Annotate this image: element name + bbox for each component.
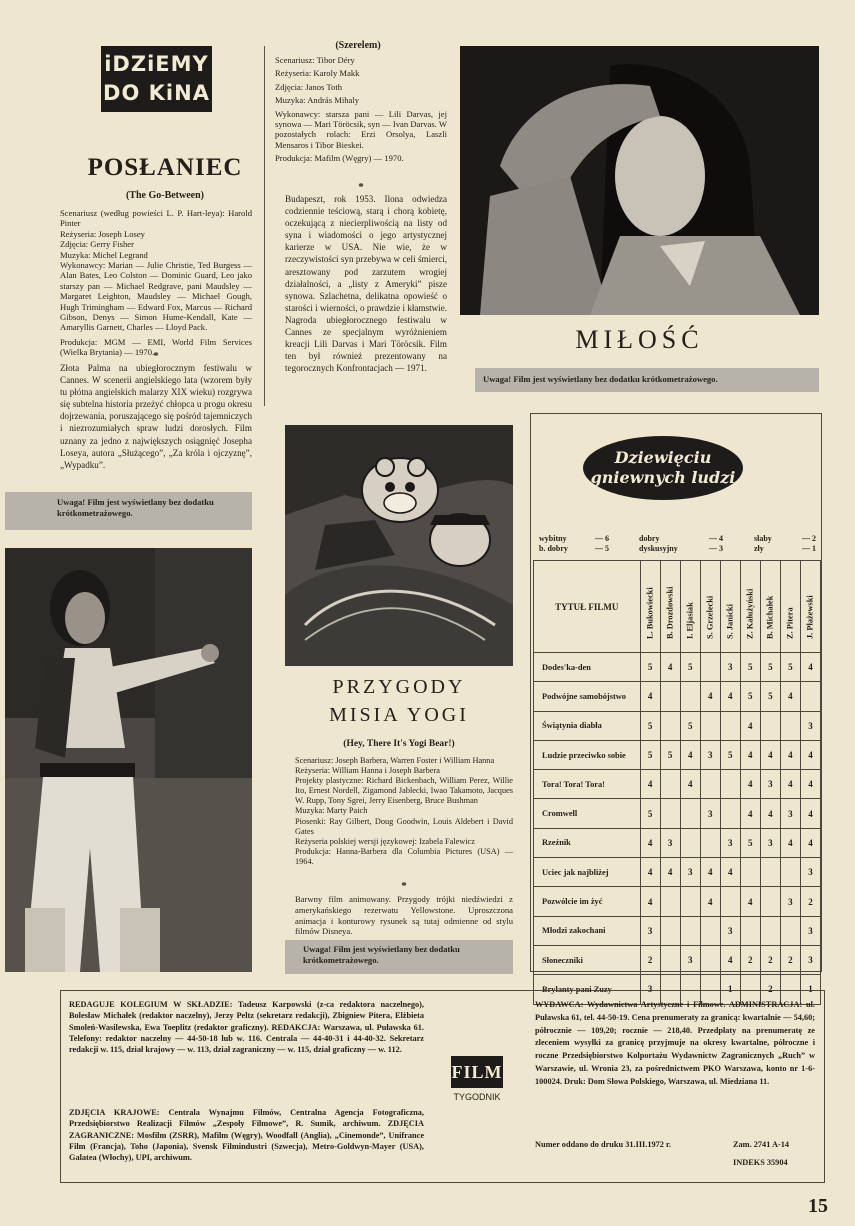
critic-header xyxy=(740,561,760,653)
score-cell: 5 xyxy=(720,740,740,769)
logo-line-2: DO KiNA xyxy=(103,81,210,105)
table-row xyxy=(534,799,821,828)
score-cell: 5 xyxy=(640,740,660,769)
score-cell: 3 xyxy=(780,799,800,828)
ratings-panel xyxy=(530,413,822,995)
legend-item: dobry — 4 xyxy=(639,534,723,543)
column-header-title: TYTUŁ FILMU xyxy=(534,561,641,653)
score-cell: 4 xyxy=(780,740,800,769)
score-cell: 4 xyxy=(660,653,680,682)
critic-name: B. Drozdowski xyxy=(665,586,675,639)
note-text: Uwaga! Film jest wyświetlany bez dodatku krótkometrażowego. xyxy=(57,497,214,518)
score-cell: 3 xyxy=(800,945,820,974)
credit-line: Muzyka: Michel Legrand xyxy=(60,249,148,260)
score-cell: 2 xyxy=(760,975,780,1004)
footer-printed: Numer oddano do druku 31.III.1972 r. xyxy=(535,1140,672,1149)
critic-header xyxy=(680,561,700,653)
score-cell: 5 xyxy=(680,711,700,740)
yogi-photo xyxy=(285,425,513,666)
score-cell xyxy=(740,858,760,887)
milosc-photo xyxy=(460,46,819,315)
poslaniec-photo xyxy=(5,548,252,972)
critic-header xyxy=(800,561,820,653)
film-title-cell: Rzeźnik xyxy=(534,828,641,857)
film-logo xyxy=(451,1056,503,1088)
footer-index: INDEKS 35904 xyxy=(733,1158,788,1167)
score-cell: 5 xyxy=(640,799,660,828)
score-cell xyxy=(780,711,800,740)
score-cell: 3 xyxy=(680,858,700,887)
critic-name: Z. Kałużyński xyxy=(745,588,755,639)
score-cell xyxy=(660,799,680,828)
poslaniec-note xyxy=(5,492,252,530)
score-cell: 4 xyxy=(720,858,740,887)
credit-line: Reżyseria polskiej wersji językowej: Izabela Falewicz xyxy=(295,836,475,846)
film-title-cell: Tora! Tora! Tora! xyxy=(534,770,641,799)
score-cell xyxy=(760,711,780,740)
score-cell: 4 xyxy=(700,858,720,887)
film-title-cell: Cromwell xyxy=(534,799,641,828)
credit-line: Zdjęcia: Gerry Fisher xyxy=(60,239,134,250)
film-title-cell: Dodes'ka-den xyxy=(534,653,641,682)
score-cell: 5 xyxy=(740,682,760,711)
score-cell: 3 xyxy=(660,828,680,857)
score-cell: 3 xyxy=(800,711,820,740)
table-row xyxy=(534,711,821,740)
score-cell xyxy=(680,799,700,828)
score-cell xyxy=(740,916,760,945)
credit-line: Scenariusz: Tibor Déry xyxy=(275,55,355,65)
section-logo xyxy=(101,46,212,112)
milosc-original-title: (Szerelem) xyxy=(335,40,381,51)
score-cell: 3 xyxy=(720,916,740,945)
score-cell: 4 xyxy=(800,653,820,682)
credit-line: Produkcja: Mafilm (Węgry) — 1970. xyxy=(275,153,404,164)
milosc-credits xyxy=(275,55,447,164)
score-cell xyxy=(780,858,800,887)
score-cell xyxy=(680,887,700,916)
score-cell xyxy=(660,711,680,740)
score-cell: 4 xyxy=(800,740,820,769)
score-cell xyxy=(660,945,680,974)
score-cell xyxy=(780,916,800,945)
credit-line: Produkcja: Hanna-Barbera dla Columbia Pictures (USA) — 1964. xyxy=(295,846,513,866)
score-cell: 2 xyxy=(800,887,820,916)
film-logo-text: FILM xyxy=(451,1062,503,1082)
credit-line: Projekty plastyczne: Richard Bickenbach, William Perez, Willie Ito, Ernest Nordell, Zigamond Jablecki, Iwao Takamoto, Jacques W. Rupp, Tony Sgrei, Jerry Eisenberg, Bruce Bushman xyxy=(295,776,513,806)
score-cell: 3 xyxy=(780,887,800,916)
credit-line: Scenariusz (według powieści L. P. Hart-leya): Harold Pinter xyxy=(60,208,252,229)
score-cell: 2 xyxy=(640,945,660,974)
yogi-star: * xyxy=(401,880,407,892)
score-cell xyxy=(760,887,780,916)
score-cell: 4 xyxy=(720,682,740,711)
legend-item: słaby — 2 xyxy=(754,534,816,543)
column-divider xyxy=(264,46,265,406)
score-cell: 3 xyxy=(680,945,700,974)
table-row xyxy=(534,653,821,682)
score-cell: 4 xyxy=(720,945,740,974)
score-cell xyxy=(720,770,740,799)
yogi-subtitle: (Hey, There It's Yogi Bear!) xyxy=(343,739,455,749)
score-cell: 5 xyxy=(740,653,760,682)
legend-item: dyskusyjny — 3 xyxy=(639,543,723,553)
critic-header xyxy=(700,561,720,653)
note-text: Uwaga! Film jest wyświetlany bez dodatku krótkometrażowego. xyxy=(483,374,718,384)
poslaniec-description: Złota Palma na ubiegłorocznym festiwalu w Cannes. W scenerii angielskiego lata (wzorem były tu płótna angielskich malarzy XIX wieku) rozgrywa się subtelna historia przeżyć chłopca u progu okresu dojrzewania, poruszającego się pośród tajemniczych i niezrozumiałych spraw ludzi dorosłych. Film uznany za jedno z największych osiągnięć Josepha Loseya, autora „Służącego”, „Za króla i ojczyznę”, „Wypadku”. xyxy=(60,363,252,470)
score-cell xyxy=(700,770,720,799)
score-cell: 3 xyxy=(720,653,740,682)
score-cell: 3 xyxy=(800,916,820,945)
table-row xyxy=(534,740,821,769)
critic-name: S. Grzelecki xyxy=(705,595,715,639)
score-cell: 5 xyxy=(760,682,780,711)
ratings-title-badge xyxy=(583,436,743,500)
logo-line-1: iDZiEMY xyxy=(104,52,209,76)
table-row xyxy=(534,945,821,974)
score-cell: 4 xyxy=(700,887,720,916)
ratings-title-line-2: gniewnych ludzi xyxy=(590,468,736,487)
score-cell: 4 xyxy=(700,682,720,711)
credit-line: Muzyka: Marty Paich xyxy=(295,806,368,816)
credit-line: Produkcja: MGM — EMI, World Film Services (Wielka Brytania) — 1970. xyxy=(60,336,252,358)
score-cell: 5 xyxy=(680,653,700,682)
ratings-title-line-1: Dziewięciu xyxy=(614,448,712,467)
poslaniec-star: * xyxy=(153,350,159,362)
credit-line: Wykonawcy: Marian — Julie Christie, Ted Burgess — Alan Bates, Leo Colston — Dominic Guard, Leo jako starszy pan — Michael Redgrave, pani Maudsley — Margaret Leighton, Maudsley — Michael Gough, Hugh Trimingham — Edward Fox, Marcus — Richard Gibson, Denys — Simon Hume-Kendall, Kate — Amaryllis Garnett, Charles — Lloyd Pack. xyxy=(60,260,252,333)
score-cell xyxy=(660,770,680,799)
film-title-cell: Świątynia diabła xyxy=(534,711,641,740)
film-title-cell: Brylanty pani Zuzy xyxy=(534,975,641,1004)
score-cell: 4 xyxy=(640,682,660,711)
critic-name: S. Janicki xyxy=(725,604,735,639)
critic-header xyxy=(760,561,780,653)
poslaniec-credits xyxy=(60,208,252,358)
score-cell xyxy=(680,682,700,711)
film-title-cell: Słoneczniki xyxy=(534,945,641,974)
film-title-cell: Podwójne samobójstwo xyxy=(534,682,641,711)
score-cell xyxy=(660,682,680,711)
yogi-bear-image xyxy=(285,425,513,666)
score-cell: 5 xyxy=(660,740,680,769)
score-cell: 1 xyxy=(720,975,740,1004)
score-cell xyxy=(700,945,720,974)
milosc-description: Budapeszt, rok 1953. Ilona odwiedza codziennie teściową, starą i chorą kobietę, oczekującą z niecierpliwością na listy od syna i wiadomości o jego artystycznej karierze w USA. Nie wie, że w rzeczywistości syn przebywa w celi śmierci, aresztowany pod zarzutem wrogiej działalności, a „listy z Ameryki” pisze synowa. Szlachetna, delikatna opowieść o starości i wierności, o prawdzie i kłamstwie. Nagroda ubiegłorocznego festiwalu w Cannes ze specjalnym wyróżnieniem kreacji Lili Darvas i Mari Töröcsik. Film ten był również prezentowany na tegorocznych Konfrontacjach — 1971. xyxy=(285,194,447,374)
score-cell: 4 xyxy=(640,887,660,916)
ratings-table xyxy=(533,560,821,1005)
score-cell: 2 xyxy=(780,945,800,974)
score-cell: 5 xyxy=(640,653,660,682)
credit-line: Piosenki: Ray Gilbert, Doug Goodwin, Louis Aldebert i David Gates xyxy=(295,816,513,836)
credit-line: Muzyka: András Mihaly xyxy=(275,95,360,106)
critic-header xyxy=(720,561,740,653)
woman-portrait-image xyxy=(460,46,819,315)
critic-name: I. Eljasiak xyxy=(685,602,695,639)
score-cell xyxy=(720,711,740,740)
critic-name: L. Bukowiecki xyxy=(645,587,655,639)
film-title-cell: Ludzie przeciwko sobie xyxy=(534,740,641,769)
footer-box xyxy=(60,990,825,1183)
score-cell xyxy=(680,828,700,857)
milosc-star: * xyxy=(358,181,364,193)
score-cell: 4 xyxy=(640,770,660,799)
score-cell xyxy=(760,858,780,887)
film-title-cell: Uciec jak najbliżej xyxy=(534,858,641,887)
score-cell: 2 xyxy=(760,945,780,974)
table-row xyxy=(534,887,821,916)
score-cell: 4 xyxy=(740,711,760,740)
footer-publisher: WYDAWCA: Wydawnictwa Artystyczne i Filmowe. ADMINISTRACJA: ul. Puławska 61, tel. 44-50-19. Cena prenumeraty za granicą: kwartalnie — 54,60; półrocznie — 109,20; rocznie — 218,40. Przedpłaty na prenumeratę ze zleceniem wysyłki za granicę przyjmuje na okresy kwartalne, półroczne i roczne Przedsiębiorstwo Kolportażu Wydawnictw Zagranicznych „Ruch” w Warszawie, ul. Wronia 23, za pośrednictwem PKO Warszawa, konto nr 1-6-100024. Druk: Dom Słowa Polskiego, Warszawa, ul. Miedziana 11. xyxy=(535,1000,815,1086)
yogi-title-2: MISIA YOGI xyxy=(329,704,469,726)
score-cell: 3 xyxy=(720,828,740,857)
footer-order: Zam. 2741 A-14 xyxy=(733,1140,790,1149)
footer-editorial: REDAGUJE KOLEGIUM W SKŁADZIE: Tadeusz Karpowski (z-ca redaktora naczelnego), Bolesław Michałek (redaktor naczelny), Jerzy Peltz (sekretarz redakcji), Zbigniew Pitera, Elżbieta Smoleń-Wasilewska, Ewa Toeplitz (redaktor graficzny). REDAKCJA: Warszawa, ul. Puławska 61. Telefony: redaktor naczelny — 44-50-18 lub w. 116. Centrala — 44-40-31 i 44-40-32. Sekretarz redakcji w. 115, dział krajowy — w. 113, dział zagraniczny — w. 115, dział graficzny — w. 112. xyxy=(69,1000,424,1055)
table-row xyxy=(534,682,821,711)
score-cell xyxy=(660,887,680,916)
score-cell: 4 xyxy=(660,858,680,887)
film-title-cell: Młodzi zakochani xyxy=(534,916,641,945)
note-text: Uwaga! Film jest wyświetlany bez dodatku krótkometrażowego. xyxy=(303,944,460,965)
credit-line: Scenariusz: Joseph Barbera, Warren Foster i William Hanna xyxy=(295,756,495,765)
credit-line: Reżyseria: Karoly Makk xyxy=(275,68,360,79)
milosc-title: MIŁOŚĆ xyxy=(575,325,704,354)
credit-line: Reżyseria: Joseph Losey xyxy=(60,228,145,239)
score-cell: 4 xyxy=(740,799,760,828)
poslaniec-title: POSŁANIEC xyxy=(87,154,243,181)
score-cell: 4 xyxy=(780,770,800,799)
score-cell: 3 xyxy=(800,858,820,887)
score-cell: 4 xyxy=(800,828,820,857)
score-cell: 4 xyxy=(780,682,800,711)
score-cell: 3 xyxy=(760,770,780,799)
score-cell: 4 xyxy=(740,740,760,769)
credit-line: Wykonawcy: starsza pani — Lili Darvas, jej synowa — Mari Töröcsik, syn — Ivan Darvas. W pozostałych rolach: Erzi Orsolya, Laszli Mensaros i Tibor Bieskei. xyxy=(275,108,447,150)
credit-line: Reżyseria: William Hanna i Joseph Barbera xyxy=(295,766,440,776)
score-cell: 3 xyxy=(640,975,660,1004)
yogi-title-1: PRZYGODY xyxy=(332,676,466,698)
critic-header xyxy=(780,561,800,653)
critic-name: J. Płażewski xyxy=(805,595,815,639)
score-cell: 4 xyxy=(760,799,780,828)
score-cell: 5 xyxy=(760,653,780,682)
score-cell: 1 xyxy=(800,975,820,1004)
score-cell: 3 xyxy=(700,799,720,828)
score-cell xyxy=(760,916,780,945)
critic-name: B. Michałek xyxy=(765,595,775,639)
yogi-description: Barwny film animowany. Przygody trójki niedźwiedzi z amerykańskiego rezerwatu Yellowstone. Uproszczona animacja i konturowy rysunek są tutaj odmienne od stylu filmów Disneya. xyxy=(295,894,513,937)
score-cell xyxy=(720,887,740,916)
score-cell xyxy=(700,916,720,945)
score-cell xyxy=(700,828,720,857)
score-cell xyxy=(660,916,680,945)
score-cell: 4 xyxy=(680,740,700,769)
critic-header xyxy=(640,561,660,653)
score-cell: 5 xyxy=(740,828,760,857)
score-cell: 3 xyxy=(760,828,780,857)
score-cell xyxy=(700,711,720,740)
ratings-table-wrap xyxy=(533,560,821,1005)
score-cell xyxy=(680,916,700,945)
yogi-note xyxy=(285,940,513,974)
score-cell: 4 xyxy=(640,858,660,887)
score-cell: 3 xyxy=(700,740,720,769)
score-cell: 5 xyxy=(640,711,660,740)
score-cell: 2 xyxy=(740,945,760,974)
legend-item: b. dobry — 5 xyxy=(539,543,609,553)
score-cell xyxy=(720,799,740,828)
cricket-player-image xyxy=(5,548,252,972)
critic-name: Z. Pitera xyxy=(785,607,795,639)
table-row xyxy=(534,916,821,945)
yogi-credits xyxy=(295,756,513,867)
film-title-cell: Pozwólcie im żyć xyxy=(534,887,641,916)
poslaniec-subtitle: (The Go-Between) xyxy=(125,190,205,201)
score-cell: 4 xyxy=(740,887,760,916)
critic-header xyxy=(660,561,680,653)
score-cell: 3 xyxy=(640,916,660,945)
score-cell xyxy=(700,653,720,682)
table-row xyxy=(534,828,821,857)
milosc-note xyxy=(475,368,819,392)
legend-item: wybitny — 6 xyxy=(539,534,609,543)
score-cell: 4 xyxy=(760,740,780,769)
score-cell: 4 xyxy=(780,828,800,857)
score-cell: 4 xyxy=(680,770,700,799)
table-row xyxy=(534,770,821,799)
score-cell: 5 xyxy=(780,653,800,682)
score-cell: 4 xyxy=(740,770,760,799)
score-cell: 4 xyxy=(640,828,660,857)
page-number: 15 xyxy=(808,1195,828,1217)
table-row xyxy=(534,858,821,887)
legend-item: zły — 1 xyxy=(754,543,816,553)
film-logo-subtitle: TYGODNIK xyxy=(453,1092,501,1102)
score-cell: 4 xyxy=(800,770,820,799)
credit-line: Zdjęcia: Janos Toth xyxy=(275,81,343,92)
footer-photos: ZDJĘCIA KRAJOWE: Centrala Wynajmu Filmów, Centralna Agencja Fotograficzna, Przedsiębiorstwo Realizacji Filmów „Zespoły Filmowe”, R. Sumik, archiwum. ZDJĘCIA ZAGRANICZNE: Mosfilm (ZSRR), Mafilm (Węgry), Woodfall (Anglia), „Cinemonde”, Unifrance Film (Francja), Toho (Japonia), Svensk Filmindustri (Szwecja), Metro-Goldwyn-Mayer (USA), Galatea (Włochy), UPI, archiwum. xyxy=(69,1108,424,1163)
score-cell: 4 xyxy=(800,799,820,828)
score-cell xyxy=(800,682,820,711)
